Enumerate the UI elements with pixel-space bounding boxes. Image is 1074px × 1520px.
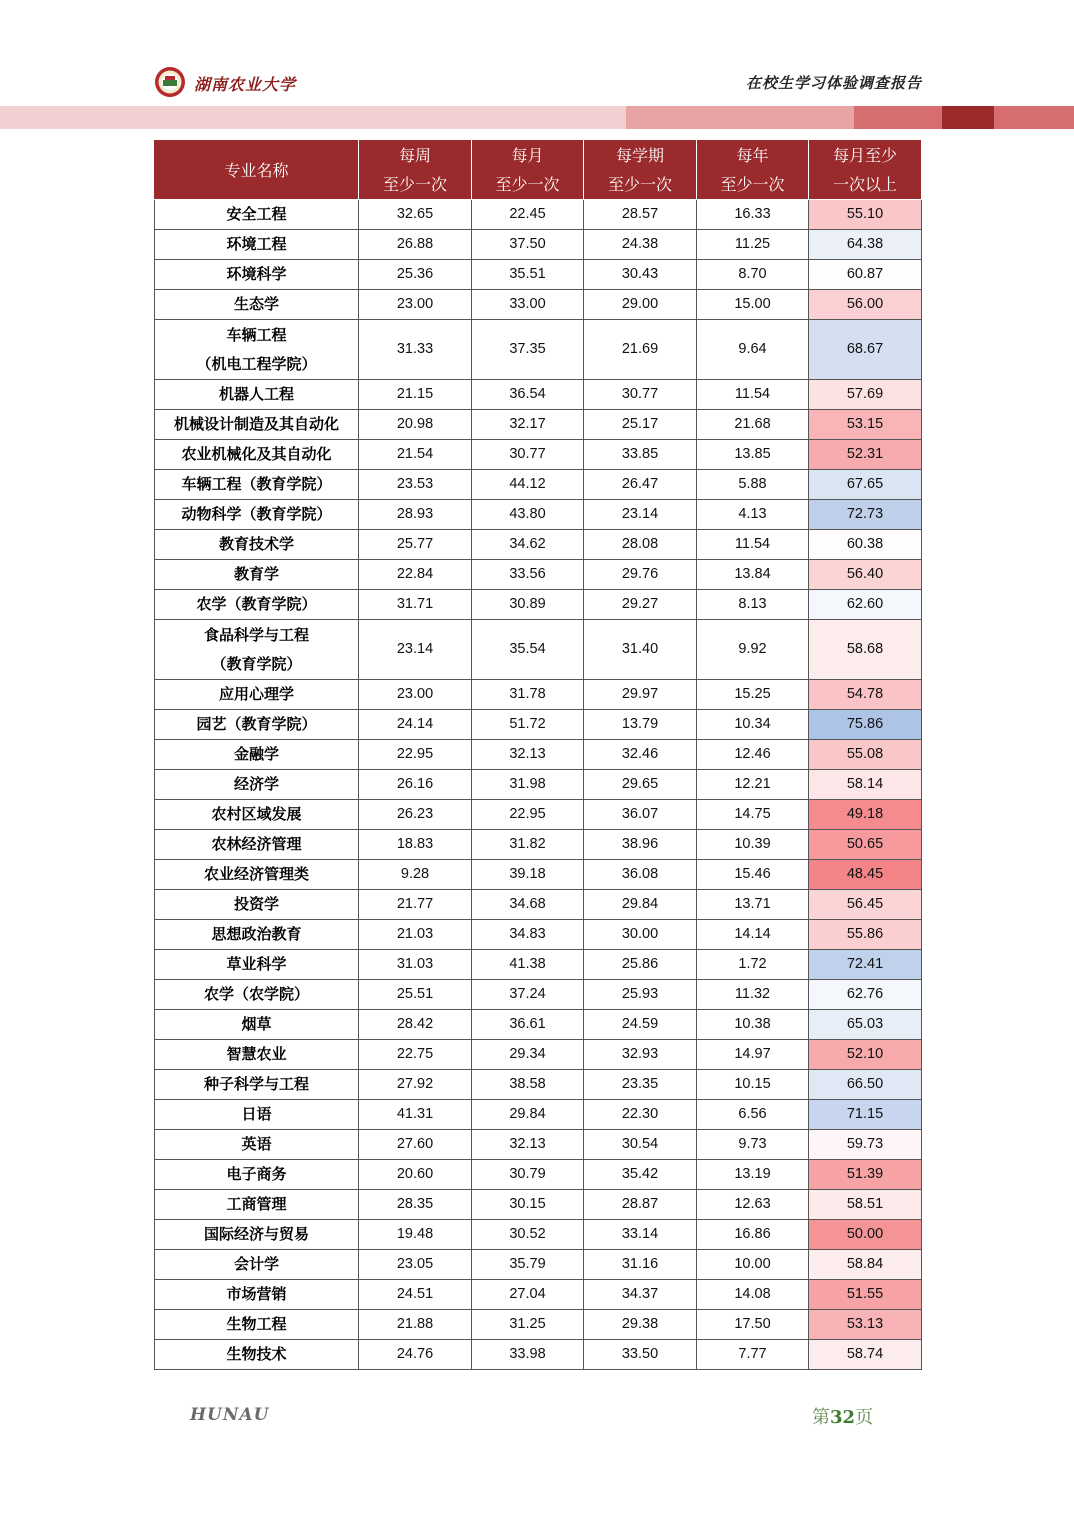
value-cell: 28.93 — [359, 500, 472, 530]
heat-value-cell: 51.39 — [809, 1160, 922, 1190]
value-cell: 22.95 — [472, 800, 584, 830]
value-cell: 26.88 — [359, 230, 472, 260]
table-header-row — [155, 141, 922, 200]
major-name-cell: 生态学 — [155, 290, 359, 320]
value-cell: 11.54 — [697, 530, 809, 560]
table-row — [155, 1220, 922, 1250]
data-table — [154, 140, 922, 1370]
major-name-cell: 思想政治教育 — [155, 920, 359, 950]
major-name-cell: 智慧农业 — [155, 1040, 359, 1070]
major-name-cell: 环境工程 — [155, 230, 359, 260]
table-row — [155, 200, 922, 230]
value-cell: 27.60 — [359, 1130, 472, 1160]
heat-value-cell: 64.38 — [809, 230, 922, 260]
major-name-cell: 金融学 — [155, 740, 359, 770]
value-cell: 31.03 — [359, 950, 472, 980]
value-cell: 31.71 — [359, 590, 472, 620]
major-name-cell: 动物科学（教育学院） — [155, 500, 359, 530]
value-cell: 32.13 — [472, 1130, 584, 1160]
value-cell: 14.08 — [697, 1280, 809, 1310]
major-name-cell: 应用心理学 — [155, 680, 359, 710]
major-name-cell: 安全工程 — [155, 200, 359, 230]
table-row — [155, 1130, 922, 1160]
value-cell: 24.76 — [359, 1340, 472, 1370]
heat-value-cell: 58.14 — [809, 770, 922, 800]
heat-value-cell: 54.78 — [809, 680, 922, 710]
value-cell: 36.54 — [472, 380, 584, 410]
value-cell: 25.93 — [584, 980, 697, 1010]
value-cell: 22.30 — [584, 1100, 697, 1130]
value-cell: 25.51 — [359, 980, 472, 1010]
heat-value-cell: 59.73 — [809, 1130, 922, 1160]
value-cell: 31.16 — [584, 1250, 697, 1280]
value-cell: 29.38 — [584, 1310, 697, 1340]
table-row — [155, 1340, 922, 1370]
value-cell: 34.68 — [472, 890, 584, 920]
heat-value-cell: 53.15 — [809, 410, 922, 440]
value-cell: 25.77 — [359, 530, 472, 560]
value-cell: 18.83 — [359, 830, 472, 860]
heat-value-cell: 52.10 — [809, 1040, 922, 1070]
major-name-cell: 市场营销 — [155, 1280, 359, 1310]
report-title: 在校生学习体验调查报告 — [745, 74, 922, 92]
table-row — [155, 1310, 922, 1340]
value-cell: 7.77 — [697, 1340, 809, 1370]
value-cell: 4.13 — [697, 500, 809, 530]
value-cell: 23.00 — [359, 290, 472, 320]
value-cell: 29.97 — [584, 680, 697, 710]
column-header-yearly: 每年 至少一次 — [697, 141, 809, 200]
value-cell: 32.65 — [359, 200, 472, 230]
value-cell: 9.28 — [359, 860, 472, 890]
table-row — [155, 620, 922, 680]
table-row — [155, 770, 922, 800]
value-cell: 15.00 — [697, 290, 809, 320]
table-row — [155, 1100, 922, 1130]
table-row — [155, 1070, 922, 1100]
value-cell: 23.14 — [584, 500, 697, 530]
value-cell: 28.42 — [359, 1010, 472, 1040]
table-row — [155, 470, 922, 500]
heat-value-cell: 65.03 — [809, 1010, 922, 1040]
value-cell: 34.37 — [584, 1280, 697, 1310]
value-cell: 12.46 — [697, 740, 809, 770]
table-row — [155, 860, 922, 890]
value-cell: 14.97 — [697, 1040, 809, 1070]
value-cell: 37.24 — [472, 980, 584, 1010]
value-cell: 27.92 — [359, 1070, 472, 1100]
table-row — [155, 1160, 922, 1190]
value-cell: 23.05 — [359, 1250, 472, 1280]
value-cell: 51.72 — [472, 710, 584, 740]
value-cell: 16.33 — [697, 200, 809, 230]
value-cell: 25.86 — [584, 950, 697, 980]
value-cell: 29.00 — [584, 290, 697, 320]
table-row — [155, 1190, 922, 1220]
value-cell: 30.77 — [472, 440, 584, 470]
value-cell: 11.25 — [697, 230, 809, 260]
value-cell: 11.32 — [697, 980, 809, 1010]
heat-value-cell: 50.65 — [809, 830, 922, 860]
major-name-cell: 电子商务 — [155, 1160, 359, 1190]
value-cell: 29.34 — [472, 1040, 584, 1070]
value-cell: 30.79 — [472, 1160, 584, 1190]
value-cell: 17.50 — [697, 1310, 809, 1340]
value-cell: 33.85 — [584, 440, 697, 470]
major-name-cell: 教育技术学 — [155, 530, 359, 560]
value-cell: 36.08 — [584, 860, 697, 890]
table-row — [155, 560, 922, 590]
table-row — [155, 440, 922, 470]
heat-value-cell: 56.40 — [809, 560, 922, 590]
value-cell: 33.00 — [472, 290, 584, 320]
value-cell: 44.12 — [472, 470, 584, 500]
value-cell: 21.54 — [359, 440, 472, 470]
value-cell: 1.72 — [697, 950, 809, 980]
heat-value-cell: 75.86 — [809, 710, 922, 740]
table-row — [155, 1280, 922, 1310]
value-cell: 26.47 — [584, 470, 697, 500]
value-cell: 34.62 — [472, 530, 584, 560]
value-cell: 30.54 — [584, 1130, 697, 1160]
value-cell: 35.54 — [472, 620, 584, 680]
major-name-cell: 经济学 — [155, 770, 359, 800]
value-cell: 29.84 — [584, 890, 697, 920]
value-cell: 27.04 — [472, 1280, 584, 1310]
value-cell: 35.42 — [584, 1160, 697, 1190]
table-row — [155, 800, 922, 830]
table-row — [155, 380, 922, 410]
value-cell: 8.13 — [697, 590, 809, 620]
value-cell: 15.46 — [697, 860, 809, 890]
heat-value-cell: 58.68 — [809, 620, 922, 680]
value-cell: 25.17 — [584, 410, 697, 440]
value-cell: 10.34 — [697, 710, 809, 740]
value-cell: 13.84 — [697, 560, 809, 590]
table-row — [155, 590, 922, 620]
table-row — [155, 1010, 922, 1040]
value-cell: 21.69 — [584, 320, 697, 380]
value-cell: 21.68 — [697, 410, 809, 440]
table-row — [155, 950, 922, 980]
value-cell: 20.98 — [359, 410, 472, 440]
value-cell: 21.03 — [359, 920, 472, 950]
value-cell: 22.95 — [359, 740, 472, 770]
table-row — [155, 1250, 922, 1280]
major-name-cell: 车辆工程（教育学院） — [155, 470, 359, 500]
value-cell: 15.25 — [697, 680, 809, 710]
value-cell: 31.98 — [472, 770, 584, 800]
table-row — [155, 410, 922, 440]
heat-value-cell: 48.45 — [809, 860, 922, 890]
major-name-cell: 车辆工程 （机电工程学院） — [155, 320, 359, 380]
table-row — [155, 740, 922, 770]
value-cell: 29.27 — [584, 590, 697, 620]
table-row — [155, 830, 922, 860]
value-cell: 41.38 — [472, 950, 584, 980]
heat-value-cell: 55.86 — [809, 920, 922, 950]
value-cell: 10.38 — [697, 1010, 809, 1040]
value-cell: 13.85 — [697, 440, 809, 470]
major-name-cell: 英语 — [155, 1130, 359, 1160]
table-row — [155, 920, 922, 950]
major-name-cell: 食品科学与工程 （教育学院） — [155, 620, 359, 680]
heat-value-cell: 67.65 — [809, 470, 922, 500]
column-header-major: 专业名称 — [155, 141, 359, 200]
value-cell: 25.36 — [359, 260, 472, 290]
major-name-cell: 农业经济管理类 — [155, 860, 359, 890]
table-row — [155, 890, 922, 920]
value-cell: 31.82 — [472, 830, 584, 860]
value-cell: 22.84 — [359, 560, 472, 590]
table-row — [155, 290, 922, 320]
value-cell: 10.00 — [697, 1250, 809, 1280]
major-name-cell: 会计学 — [155, 1250, 359, 1280]
value-cell: 24.51 — [359, 1280, 472, 1310]
table-row — [155, 500, 922, 530]
value-cell: 9.64 — [697, 320, 809, 380]
value-cell: 12.63 — [697, 1190, 809, 1220]
university-name: 湖南农业大学 — [194, 75, 297, 94]
value-cell: 28.87 — [584, 1190, 697, 1220]
major-name-cell: 农村区域发展 — [155, 800, 359, 830]
value-cell: 30.52 — [472, 1220, 584, 1250]
value-cell: 39.18 — [472, 860, 584, 890]
value-cell: 23.35 — [584, 1070, 697, 1100]
major-name-cell: 机械设计制造及其自动化 — [155, 410, 359, 440]
heat-value-cell: 58.84 — [809, 1250, 922, 1280]
value-cell: 5.88 — [697, 470, 809, 500]
value-cell: 29.84 — [472, 1100, 584, 1130]
major-name-cell: 种子科学与工程 — [155, 1070, 359, 1100]
table-row — [155, 260, 922, 290]
value-cell: 19.48 — [359, 1220, 472, 1250]
value-cell: 31.33 — [359, 320, 472, 380]
heat-value-cell: 56.00 — [809, 290, 922, 320]
major-name-cell: 教育学 — [155, 560, 359, 590]
value-cell: 35.51 — [472, 260, 584, 290]
major-name-cell: 机器人工程 — [155, 380, 359, 410]
heat-value-cell: 50.00 — [809, 1220, 922, 1250]
value-cell: 34.83 — [472, 920, 584, 950]
value-cell: 32.46 — [584, 740, 697, 770]
value-cell: 26.16 — [359, 770, 472, 800]
value-cell: 28.57 — [584, 200, 697, 230]
value-cell: 31.40 — [584, 620, 697, 680]
value-cell: 33.14 — [584, 1220, 697, 1250]
value-cell: 31.78 — [472, 680, 584, 710]
column-header-semester: 每学期 至少一次 — [584, 141, 697, 200]
heat-value-cell: 58.51 — [809, 1190, 922, 1220]
value-cell: 12.21 — [697, 770, 809, 800]
value-cell: 23.53 — [359, 470, 472, 500]
table-row — [155, 1040, 922, 1070]
heat-value-cell: 60.38 — [809, 530, 922, 560]
value-cell: 23.14 — [359, 620, 472, 680]
value-cell: 35.79 — [472, 1250, 584, 1280]
heat-value-cell: 68.67 — [809, 320, 922, 380]
major-name-cell: 生物工程 — [155, 1310, 359, 1340]
value-cell: 9.73 — [697, 1130, 809, 1160]
heat-value-cell: 58.74 — [809, 1340, 922, 1370]
value-cell: 28.08 — [584, 530, 697, 560]
value-cell: 9.92 — [697, 620, 809, 680]
value-cell: 30.43 — [584, 260, 697, 290]
value-cell: 11.54 — [697, 380, 809, 410]
heat-value-cell: 52.31 — [809, 440, 922, 470]
value-cell: 8.70 — [697, 260, 809, 290]
value-cell: 26.23 — [359, 800, 472, 830]
major-name-cell: 工商管理 — [155, 1190, 359, 1220]
value-cell: 24.14 — [359, 710, 472, 740]
value-cell: 31.25 — [472, 1310, 584, 1340]
value-cell: 32.17 — [472, 410, 584, 440]
page-number: 第32页 — [812, 1407, 874, 1428]
value-cell: 22.75 — [359, 1040, 472, 1070]
header-band-segment — [854, 106, 942, 129]
value-cell: 37.35 — [472, 320, 584, 380]
value-cell: 21.15 — [359, 380, 472, 410]
heat-value-cell: 55.10 — [809, 200, 922, 230]
value-cell: 32.93 — [584, 1040, 697, 1070]
value-cell: 32.13 — [472, 740, 584, 770]
heat-value-cell: 55.08 — [809, 740, 922, 770]
value-cell: 24.38 — [584, 230, 697, 260]
value-cell: 14.75 — [697, 800, 809, 830]
value-cell: 30.89 — [472, 590, 584, 620]
value-cell: 21.77 — [359, 890, 472, 920]
header-band-segment — [942, 106, 994, 129]
heat-value-cell: 72.73 — [809, 500, 922, 530]
value-cell: 20.60 — [359, 1160, 472, 1190]
major-name-cell: 园艺（教育学院） — [155, 710, 359, 740]
value-cell: 22.45 — [472, 200, 584, 230]
value-cell: 14.14 — [697, 920, 809, 950]
major-name-cell: 日语 — [155, 1100, 359, 1130]
header-band-segment — [994, 106, 1074, 129]
value-cell: 24.59 — [584, 1010, 697, 1040]
value-cell: 29.65 — [584, 770, 697, 800]
value-cell: 38.58 — [472, 1070, 584, 1100]
value-cell: 6.56 — [697, 1100, 809, 1130]
major-name-cell: 草业科学 — [155, 950, 359, 980]
value-cell: 36.61 — [472, 1010, 584, 1040]
value-cell: 13.79 — [584, 710, 697, 740]
table-row — [155, 530, 922, 560]
column-header-monthly-or-more: 每月至少 一次以上 — [809, 141, 922, 200]
heat-value-cell: 57.69 — [809, 380, 922, 410]
value-cell: 36.07 — [584, 800, 697, 830]
value-cell: 33.98 — [472, 1340, 584, 1370]
major-name-cell: 投资学 — [155, 890, 359, 920]
value-cell: 10.15 — [697, 1070, 809, 1100]
table-row — [155, 980, 922, 1010]
table-row — [155, 320, 922, 380]
heat-value-cell: 71.15 — [809, 1100, 922, 1130]
footer-logo-text: HUNAU — [190, 1405, 270, 1425]
heat-value-cell: 62.76 — [809, 980, 922, 1010]
header-band-segment — [626, 106, 854, 129]
major-name-cell: 农业机械化及其自动化 — [155, 440, 359, 470]
value-cell: 33.56 — [472, 560, 584, 590]
column-header-monthly: 每月 至少一次 — [472, 141, 584, 200]
table-row — [155, 230, 922, 260]
heat-value-cell: 53.13 — [809, 1310, 922, 1340]
value-cell: 37.50 — [472, 230, 584, 260]
value-cell: 21.88 — [359, 1310, 472, 1340]
table-row — [155, 680, 922, 710]
header-band-segment — [0, 106, 626, 129]
value-cell: 10.39 — [697, 830, 809, 860]
heat-value-cell: 62.60 — [809, 590, 922, 620]
major-name-cell: 烟草 — [155, 1010, 359, 1040]
value-cell: 43.80 — [472, 500, 584, 530]
value-cell: 13.71 — [697, 890, 809, 920]
value-cell: 33.50 — [584, 1340, 697, 1370]
major-name-cell: 农林经济管理 — [155, 830, 359, 860]
major-name-cell: 生物技术 — [155, 1340, 359, 1370]
major-name-cell: 环境科学 — [155, 260, 359, 290]
value-cell: 29.76 — [584, 560, 697, 590]
value-cell: 13.19 — [697, 1160, 809, 1190]
value-cell: 38.96 — [584, 830, 697, 860]
value-cell: 16.86 — [697, 1220, 809, 1250]
value-cell: 28.35 — [359, 1190, 472, 1220]
heat-value-cell: 56.45 — [809, 890, 922, 920]
major-name-cell: 农学（农学院） — [155, 980, 359, 1010]
value-cell: 30.15 — [472, 1190, 584, 1220]
heat-value-cell: 51.55 — [809, 1280, 922, 1310]
heat-value-cell: 60.87 — [809, 260, 922, 290]
heat-value-cell: 66.50 — [809, 1070, 922, 1100]
column-header-weekly: 每周 至少一次 — [359, 141, 472, 200]
value-cell: 23.00 — [359, 680, 472, 710]
heat-value-cell: 72.41 — [809, 950, 922, 980]
heat-value-cell: 49.18 — [809, 800, 922, 830]
university-logo-icon — [154, 66, 186, 98]
value-cell: 30.00 — [584, 920, 697, 950]
table-row — [155, 710, 922, 740]
value-cell: 30.77 — [584, 380, 697, 410]
major-name-cell: 农学（教育学院） — [155, 590, 359, 620]
value-cell: 41.31 — [359, 1100, 472, 1130]
major-name-cell: 国际经济与贸易 — [155, 1220, 359, 1250]
